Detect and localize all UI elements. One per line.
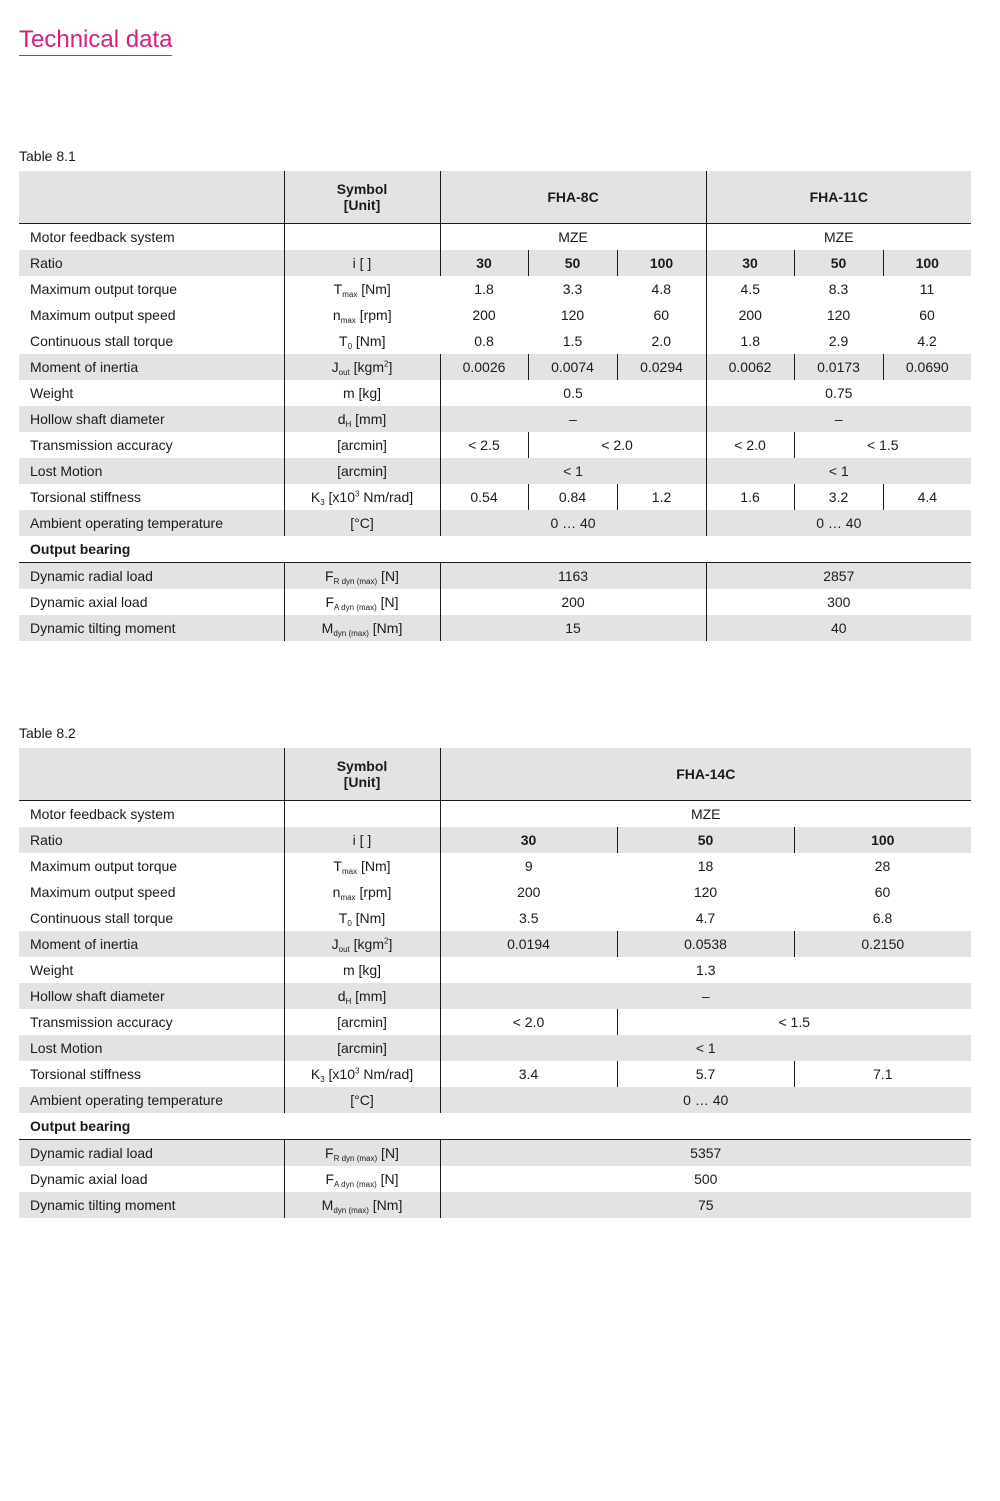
- cell-value: 200: [472, 307, 496, 323]
- cell-value: 5357: [440, 1140, 971, 1167]
- section-row-output-bearing: [19, 536, 971, 563]
- header-model-fha-8c: FHA-8C: [440, 171, 706, 224]
- row-label: Dynamic radial load: [19, 1140, 284, 1167]
- cell-value: < 1: [440, 458, 706, 484]
- table-row: [19, 983, 971, 1009]
- table-row: [19, 250, 971, 276]
- row-symbol: $K_3$ [$x10^3$ Nm/rad]: [284, 484, 440, 510]
- header-symbol: Symbol: [336, 181, 388, 197]
- row-label: Hollow shaft diameter: [19, 983, 284, 1009]
- cell-value: –: [706, 406, 971, 432]
- row-label: Dynamic axial load: [30, 1171, 148, 1187]
- row-symbol: i [ ]: [284, 250, 440, 276]
- row-symbol: [°C]: [284, 1087, 440, 1113]
- row-symbol: $J_{out}$ [kgm$^2$]: [284, 354, 440, 380]
- table-row: [19, 931, 971, 957]
- row-label: Weight: [30, 962, 74, 978]
- cell-value: 60: [919, 307, 935, 323]
- row-label: Torsional stiffness: [30, 489, 142, 505]
- row-label: Lost Motion: [19, 1035, 284, 1061]
- cell-value: 0.0294: [617, 354, 706, 380]
- row-label: Dynamic tilting moment: [19, 615, 284, 641]
- table-row: [19, 458, 971, 484]
- table-row: [19, 801, 971, 828]
- cell-value: 3.5: [440, 905, 617, 931]
- cell-value: 7.1: [794, 1061, 971, 1087]
- cell-value: –: [440, 406, 706, 432]
- cell-value: < 1: [706, 458, 971, 484]
- row-label: Dynamic radial load: [19, 563, 284, 590]
- cell-value: 1.8: [474, 281, 494, 297]
- table-row: [19, 1140, 971, 1167]
- cell-value: 500: [440, 1166, 971, 1192]
- cell-value: 0.5: [440, 380, 706, 406]
- table-row: [19, 328, 971, 354]
- cell-value: 0.0173: [794, 354, 883, 380]
- cell-value: 15: [440, 615, 706, 641]
- row-symbol: [°C]: [284, 510, 440, 536]
- table-row: [19, 276, 971, 302]
- cell-value: 100: [883, 250, 971, 276]
- cell-value: 1.6: [706, 484, 794, 510]
- cell-value: 4.8: [651, 281, 671, 297]
- cell-value: 300: [706, 589, 971, 615]
- row-label: Transmission accuracy: [30, 1014, 173, 1030]
- table-row: [19, 905, 971, 931]
- cell-value: 1.8: [706, 328, 794, 354]
- table-row: [19, 1087, 971, 1113]
- cell-value: 40: [706, 615, 971, 641]
- table-row: [19, 1009, 971, 1035]
- row-label: Dynamic axial load: [30, 594, 148, 610]
- cell-value: 0.0026: [440, 354, 528, 380]
- table-row: [19, 1061, 971, 1087]
- cell-value: 0.0194: [440, 931, 617, 957]
- row-label: Transmission accuracy: [30, 437, 173, 453]
- cell-value: 30: [440, 250, 528, 276]
- cell-value: < 2.0: [706, 432, 794, 458]
- cell-value: 4.4: [883, 484, 971, 510]
- row-label: Weight: [30, 385, 74, 401]
- cell-value: 0.2150: [794, 931, 971, 957]
- table-row: [19, 1035, 971, 1061]
- row-label: Maximum output speed: [30, 307, 176, 323]
- cell-value: 200: [440, 589, 706, 615]
- row-symbol: $T_{max}$ [Nm]: [284, 276, 440, 302]
- row-symbol: m [kg]: [284, 380, 440, 406]
- row-label: Ambient operating temperature: [19, 1087, 284, 1113]
- cell-value: 0.84: [528, 484, 617, 510]
- header-unit: [Unit]: [343, 197, 381, 213]
- row-symbol: $d_H$ [mm]: [284, 406, 440, 432]
- cell-value: 0.0690: [883, 354, 971, 380]
- table-row: [19, 1166, 971, 1192]
- row-symbol: i [ ]: [284, 827, 440, 853]
- cell-value: < 1.5: [794, 432, 971, 458]
- cell-value: < 1: [440, 1035, 971, 1061]
- cell-value: MZE: [440, 801, 971, 828]
- table-row: [19, 589, 971, 615]
- table-row: [19, 354, 971, 380]
- cell-value: 1163: [440, 563, 706, 590]
- row-symbol: $M_{dyn (max)}$ [Nm]: [284, 1192, 440, 1218]
- row-symbol: $F_{A dyn (max)}$ [N]: [284, 589, 440, 615]
- table-row: [19, 827, 971, 853]
- table-caption-8-1: Table 8.1: [19, 148, 76, 164]
- cell-value: 30: [440, 827, 617, 853]
- header-unit: [Unit]: [343, 774, 381, 790]
- cell-value: 0.0062: [706, 354, 794, 380]
- row-symbol: $K_3$ [$x10^3$ Nm/rad]: [284, 1061, 440, 1087]
- section-row-output-bearing: [19, 1113, 971, 1140]
- cell-value: 0.8: [474, 333, 494, 349]
- row-label: Maximum output torque: [30, 281, 178, 297]
- row-symbol: $d_H$ [mm]: [284, 983, 440, 1009]
- row-label: Maximum output speed: [30, 884, 176, 900]
- row-label: Dynamic tilting moment: [19, 1192, 284, 1218]
- cell-value: 5.7: [617, 1061, 794, 1087]
- row-symbol: [arcmin]: [284, 432, 440, 458]
- cell-value: < 1.5: [617, 1009, 971, 1035]
- table-row: [19, 879, 971, 905]
- row-label: Continuous stall torque: [30, 910, 174, 926]
- cell-value: 3.3: [562, 281, 583, 297]
- cell-value: 1.2: [617, 484, 706, 510]
- table-row: [19, 302, 971, 328]
- header-model-fha-14c: FHA-14C: [440, 748, 971, 801]
- row-symbol: $F_{R dyn (max)}$ [N]: [284, 1140, 440, 1167]
- row-symbol: m [kg]: [284, 957, 440, 983]
- cell-value: 4.5: [706, 276, 794, 302]
- row-symbol: $F_{R dyn (max)}$ [N]: [284, 563, 440, 590]
- cell-value: 3.2: [794, 484, 883, 510]
- cell-value: 4.2: [917, 333, 937, 349]
- cell-value: 2857: [706, 563, 971, 590]
- cell-value: 0.0074: [528, 354, 617, 380]
- row-symbol: $J_{out}$ [kgm$^2$]: [284, 931, 440, 957]
- cell-value: 50: [528, 250, 617, 276]
- row-symbol: [arcmin]: [284, 458, 440, 484]
- header-empty: [19, 748, 284, 801]
- cell-value: 60: [653, 307, 670, 323]
- cell-value: 0.54: [440, 484, 528, 510]
- header-symbol-unit: [284, 171, 440, 224]
- cell-value: 28: [874, 858, 891, 874]
- cell-value: 1.5: [562, 333, 583, 349]
- cell-value: 50: [617, 827, 794, 853]
- header-symbol: Symbol: [336, 758, 388, 774]
- cell-value: 60: [874, 884, 891, 900]
- row-symbol: [arcmin]: [284, 1035, 440, 1061]
- cell-value: < 2.0: [440, 1009, 617, 1035]
- cell-value: 100: [794, 827, 971, 853]
- row-symbol: $n_{max}$ [rpm]: [284, 879, 440, 905]
- cell-value: 18: [697, 858, 714, 874]
- table-header-row: [19, 171, 971, 224]
- table-header-row: [19, 748, 971, 801]
- table-row: [19, 1192, 971, 1218]
- cell-value: 4.7: [695, 910, 716, 926]
- row-label: Moment of inertia: [19, 354, 284, 380]
- page-title: Technical data: [19, 26, 172, 56]
- cell-value: 75: [440, 1192, 971, 1218]
- table-row: [19, 484, 971, 510]
- cell-value: 6.8: [872, 910, 893, 926]
- row-label: Motor feedback system: [30, 229, 175, 245]
- cell-value: < 2.5: [440, 432, 528, 458]
- table-row: [19, 615, 971, 641]
- row-label: Ratio: [19, 827, 284, 853]
- cell-value: 50: [794, 250, 883, 276]
- row-label: Motor feedback system: [30, 806, 175, 822]
- row-symbol: $n_{max}$ [rpm]: [284, 302, 440, 328]
- cell-value: 120: [560, 307, 585, 323]
- header-symbol-unit: [284, 748, 440, 801]
- table-row: [19, 957, 971, 983]
- row-symbol: [284, 801, 440, 828]
- cell-value: 30: [706, 250, 794, 276]
- row-symbol: [arcmin]: [284, 1009, 440, 1035]
- row-symbol: $M_{dyn (max)}$ [Nm]: [284, 615, 440, 641]
- cell-value: 100: [617, 250, 706, 276]
- row-label: Ratio: [19, 250, 284, 276]
- table-row: [19, 853, 971, 879]
- cell-value: 120: [693, 884, 718, 900]
- table-row: [19, 406, 971, 432]
- cell-value: 3.4: [440, 1061, 617, 1087]
- row-label: Ambient operating temperature: [19, 510, 284, 536]
- spec-table-8-2: [19, 748, 971, 1218]
- cell-value: 0.75: [706, 380, 971, 406]
- row-label: Continuous stall torque: [30, 333, 174, 349]
- row-label: Lost Motion: [19, 458, 284, 484]
- row-symbol: $T_0$ [Nm]: [284, 905, 440, 931]
- table-row: [19, 224, 971, 251]
- cell-value: 0 … 40: [440, 1087, 971, 1113]
- table-row: [19, 563, 971, 590]
- section-label: Output bearing: [19, 1113, 971, 1140]
- cell-value: 2.9: [828, 333, 849, 349]
- row-symbol: $T_0$ [Nm]: [284, 328, 440, 354]
- row-label: Torsional stiffness: [30, 1066, 142, 1082]
- row-label: Hollow shaft diameter: [19, 406, 284, 432]
- cell-value: 2.0: [651, 333, 671, 349]
- row-label: Moment of inertia: [19, 931, 284, 957]
- table-row: [19, 510, 971, 536]
- row-symbol: $T_{max}$ [Nm]: [284, 853, 440, 879]
- cell-value: MZE: [706, 224, 971, 251]
- row-symbol: $F_{A dyn (max)}$ [N]: [284, 1166, 440, 1192]
- cell-value: 9: [440, 853, 617, 879]
- table-row: [19, 432, 971, 458]
- cell-value: 0 … 40: [440, 510, 706, 536]
- header-model-fha-11c: FHA-11C: [706, 171, 971, 224]
- table-caption-8-2: Table 8.2: [19, 725, 76, 741]
- row-symbol: [284, 224, 440, 251]
- header-empty: [19, 171, 284, 224]
- cell-value: 0 … 40: [706, 510, 971, 536]
- cell-value: 200: [706, 302, 794, 328]
- cell-value: 120: [826, 307, 851, 323]
- cell-value: 8.3: [828, 281, 849, 297]
- row-label: Maximum output torque: [30, 858, 178, 874]
- cell-value: –: [440, 983, 971, 1009]
- section-label: Output bearing: [19, 536, 971, 563]
- cell-value: < 2.0: [528, 432, 706, 458]
- cell-value: 0.0538: [617, 931, 794, 957]
- table-row: [19, 380, 971, 406]
- cell-value: MZE: [440, 224, 706, 251]
- cell-value: 1.3: [440, 957, 971, 983]
- spec-table-8-1: [19, 171, 971, 641]
- cell-value: 200: [440, 879, 617, 905]
- cell-value: 11: [919, 281, 935, 297]
